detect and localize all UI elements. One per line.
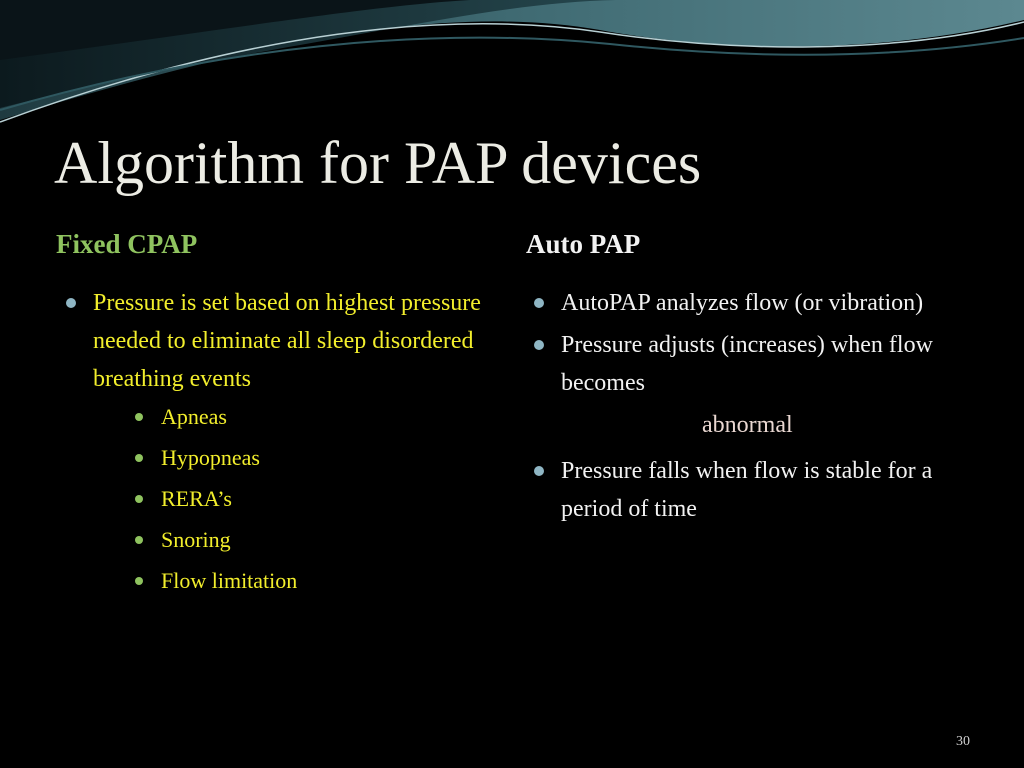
sub-list-item — [135, 566, 506, 595]
bullet-icon — [534, 340, 544, 350]
bullet-text: AutoPAP analyzes flow (or vibration) — [561, 290, 924, 316]
fixed-cpap-heading: Fixed CPAP — [56, 229, 198, 259]
bullet-text: Pressure is set based on highest pressure needed to eliminate all sleep disordered breathing events — [93, 290, 481, 392]
sub-bullet-text: Snoring — [161, 527, 231, 552]
auto-pap-heading: Auto PAP — [526, 229, 641, 259]
list-item — [534, 452, 934, 528]
list-item — [534, 284, 934, 322]
sub-bullet-icon — [135, 495, 143, 503]
bullet-text: Pressure adjusts (increases) when flow becomes — [561, 332, 933, 396]
sub-list-item — [135, 443, 506, 472]
sub-bullet-icon — [135, 413, 143, 421]
bullet-icon — [534, 298, 544, 308]
auto-pap-list — [534, 284, 934, 532]
sub-bullet-text: Apneas — [161, 404, 227, 429]
bullet-text: Pressure falls when flow is stable for a period of time — [561, 458, 933, 522]
sub-list-item — [135, 525, 506, 554]
sub-bullet-icon — [135, 536, 143, 544]
sub-bullet-icon — [135, 454, 143, 462]
indented-text: abnormal — [702, 412, 793, 438]
list-item — [534, 326, 934, 402]
sub-bullet-icon — [135, 577, 143, 585]
sub-bullet-text: Hypopneas — [161, 445, 260, 470]
sub-bullet-text: RERA’s — [161, 486, 232, 511]
fixed-cpap-list — [66, 284, 506, 607]
sub-list-item — [135, 402, 506, 431]
sub-list-item — [135, 484, 506, 513]
sub-bullet-list — [93, 402, 506, 595]
bullet-icon — [66, 298, 76, 308]
decorative-wave-banner — [0, 0, 1024, 130]
bullet-icon — [534, 466, 544, 476]
slide-title: Algorithm for PAP devices — [54, 130, 702, 196]
list-item — [66, 284, 506, 595]
sub-bullet-text: Flow limitation — [161, 568, 298, 593]
page-number: 30 — [956, 734, 970, 749]
